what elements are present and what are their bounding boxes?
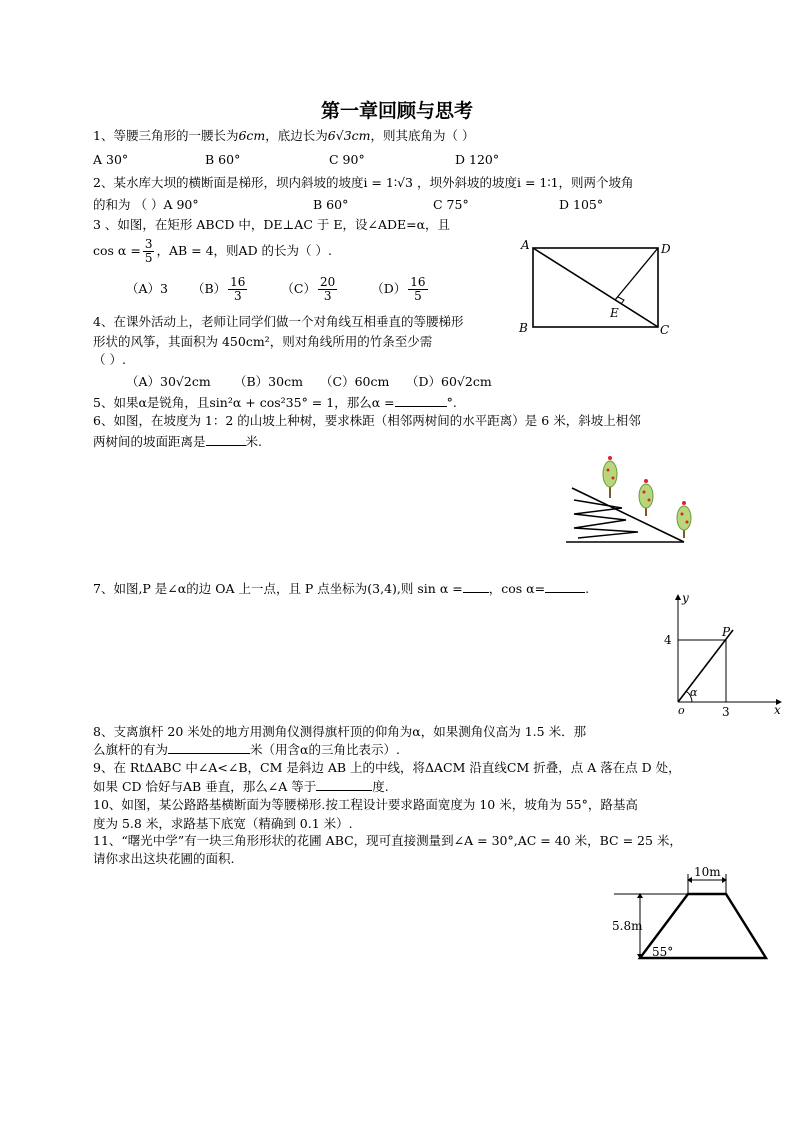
- point-e-label: E: [610, 306, 619, 320]
- slope-trees-figure: [560, 448, 700, 548]
- q7-cos-blank[interactable]: [545, 580, 585, 593]
- q7-sin-blank[interactable]: [463, 580, 489, 593]
- coordinate-figure: [658, 590, 788, 720]
- x-axis-label: x: [774, 703, 781, 717]
- tree-icon: [639, 479, 653, 516]
- vertex-a-label: A: [521, 238, 530, 252]
- vertex-b-label: B: [519, 321, 528, 335]
- q5-line: 5、如果α是锐角，且sin²α + cos²35° = 1，那么α = °.: [93, 395, 457, 410]
- vertex-c-label: C: [660, 323, 670, 337]
- q3-option-a: （A）3: [126, 281, 168, 296]
- q10-line1: 10、如图，某公路路基横断面为等腰梯形.按工程设计要求路面宽度为 10 米，坡角为 55°，路基高: [93, 797, 638, 812]
- q11-line2: 请你求出这块花圃的面积.: [93, 851, 235, 866]
- q8-line1: 8、支离旗杆 20 米处的地方用测角仪测得旗杆顶的仰角为α，如果测角仪高为 1.5 米．那: [93, 724, 587, 739]
- tree-icon: [603, 456, 617, 498]
- rectangle-figure: [515, 236, 680, 338]
- angle-label: 55°: [652, 945, 674, 959]
- q3-options: （A）3 （B） $\frac{16}{3}$ （C） $\frac{20}{3}$ （D） $\frac{16}{5}$: [126, 275, 426, 303]
- q4-option-d: （D）60√2cm: [406, 374, 492, 389]
- q1-option-a: A 30°: [93, 152, 129, 167]
- q3-cos-fraction: $\frac{3}{5}$: [144, 237, 153, 265]
- q10-line2: 度为 5.8 米，求路基下底宽（精确到 0.1 米）.: [93, 816, 353, 831]
- vertex-d-label: D: [661, 242, 671, 256]
- y-axis-label: y: [682, 591, 689, 605]
- q2-option-c: C 75°: [433, 197, 469, 212]
- q2-option-d: D 105°: [559, 197, 604, 212]
- q2-line1: 2、某水库大坝的横断面是梯形，坝内斜坡的坡度i = 1∶√3 ，坝外斜坡的坡度i = 1∶1，则两个坡角: [93, 175, 634, 190]
- q4-line3: （ ）.: [93, 352, 126, 367]
- point-p-label: P: [722, 625, 731, 639]
- q9-line1: 9、在 RtΔABC 中∠A<∠B，CM 是斜边 AB 上的中线，将ΔACM 沿直线CM 折叠，点 A 落在点 D 处，: [93, 760, 681, 775]
- q9-line2: 如果 CD 恰好与AB 垂直，那么∠A 等于 度.: [93, 779, 389, 794]
- q4-line2: 形状的风筝，其面积为 450cm²，则对角线所用的竹条至少需: [93, 334, 433, 349]
- page-title: 第一章回顾与思考: [320, 100, 473, 122]
- q3-option-b-fraction: $\frac{16}{3}$: [230, 275, 246, 303]
- q2-option-b: B 60°: [313, 197, 349, 212]
- q4-line1: 4、在课外活动上，老师让同学们做一个对角线互相垂直的等腰梯形: [93, 314, 464, 329]
- q6-answer-blank[interactable]: [206, 433, 246, 446]
- q4-option-a: （A）30√2cm: [126, 374, 211, 389]
- q7-line: 7、如图,P 是∠α的边 OA 上一点，且 P 点坐标为(3,4),则 sin α = ，cos α= .: [93, 581, 590, 596]
- q8-line2: 么旗杆的有为 米（用含α的三角比表示）.: [93, 742, 400, 757]
- q11-line1: 11、“曙光中学”有一块三角形形状的花圃 ABC，现可直接测量到∠A = 30°,AC = 40 米，BC = 25 米，: [93, 833, 682, 848]
- height-label: 5.8m: [612, 919, 643, 933]
- q9-answer-blank[interactable]: [316, 778, 372, 791]
- q3-option-d-fraction: $\frac{16}{5}$: [410, 275, 426, 303]
- q1-option-b: B 60°: [205, 152, 241, 167]
- trapezoid-figure: [612, 862, 772, 964]
- q3-line2: cos α = $\frac{3}{5}$ ，AB = 4，则AD 的长为（ ）.: [93, 237, 333, 265]
- angle-alpha-label: α: [690, 686, 698, 699]
- origin-label: o: [678, 704, 685, 717]
- y-tick-4: 4: [664, 633, 672, 647]
- top-width-label: 10m: [694, 865, 721, 879]
- q3-option-c-fraction: $\frac{20}{3}$: [320, 275, 336, 303]
- q4-option-b: （B）30cm: [234, 374, 303, 389]
- q8-answer-blank[interactable]: [168, 741, 250, 754]
- q5-answer-blank[interactable]: [395, 394, 447, 407]
- q3-line1: 3 、如图，在矩形 ABCD 中，DE⊥AC 于 E，设∠ADE=α，且: [93, 217, 451, 232]
- x-tick-3: 3: [722, 705, 730, 719]
- q4-option-c: （C）60cm: [320, 374, 390, 389]
- q6-line1: 6、如图，在坡度为 1：2 的山坡上种树，要求株距（相邻两树间的水平距离）是 6 米，斜坡上相邻: [93, 413, 641, 428]
- q1-option-c: C 90°: [329, 152, 365, 167]
- q1-option-d: D 120°: [455, 152, 500, 167]
- q6-line2: 两树间的坡面距离是 米.: [93, 434, 262, 449]
- tree-icon: [677, 501, 691, 538]
- q1-stem: 1、等腰三角形的一腰长为6cm，底边长为6√3cm，则其底角为（ ）: [93, 128, 475, 143]
